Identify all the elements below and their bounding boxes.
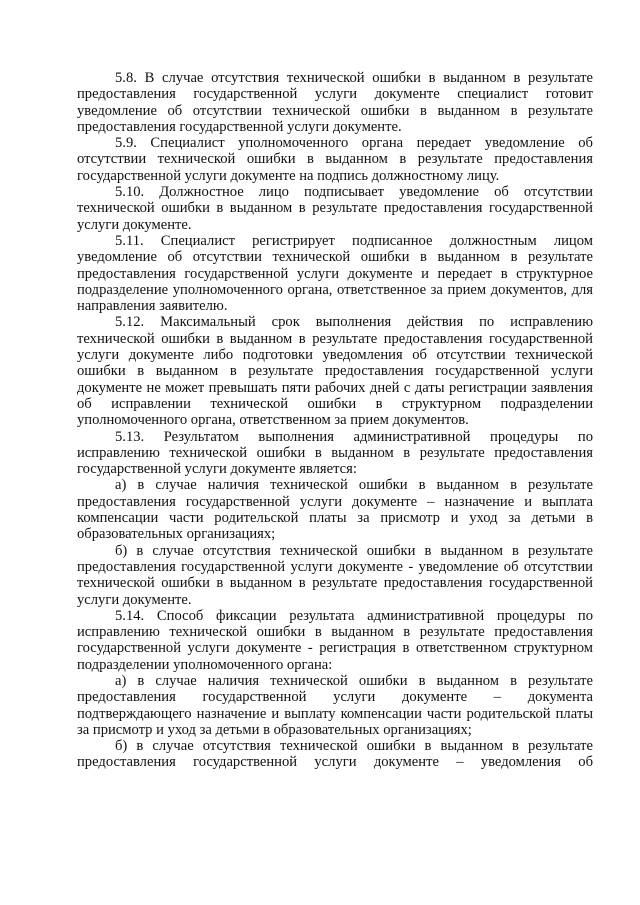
paragraph-5-9: 5.9. Специалист уполномоченного органа передает уведомление об отсутствии технической ошибки в выданном в результате предоставления государственной услуги документе на подпись должностному лицу.: [77, 135, 593, 184]
paragraph-5-14-a: а) в случае наличия технической ошибки в выданном в результате предоставления государственной услуги документе – документа подтверждающего назначение и выплату компенсации части родительской платы за присмотр и уход за детьми в образовательных организациях;: [77, 672, 593, 738]
paragraph-5-13: 5.13. Результатом выполнения административной процедуры по исправлению технической ошибки в выданном в результате предоставления государственной услуги документе является:: [77, 428, 593, 478]
paragraph-5-14-b: б) в случае отсутствия технической ошибки в выданном в результате предоставления государственной услуги документе – уведомления об: [77, 738, 593, 771]
paragraph-5-13-a: а) в случае наличия технической ошибки в выданном в результате предоставления государственной услуги документе – назначение и выплата компенсации части родительской платы за присмотр и уход за детьми в образовательных организациях;: [77, 477, 593, 543]
paragraph-5-11: 5.11. Специалист регистрирует подписанное должностным лицом уведомление об отсутствии технической ошибки в выданном в результате предоставления государственной услуги документе и передает в структурное подразделение уполномоченного органа, ответственное за прием документов, для направления заявителю.: [77, 232, 593, 315]
paragraph-5-13-b: б) в случае отсутствия технической ошибки в выданном в результате предоставления государственной услуги документе - уведомление об отсутствии технической ошибки в выданном в результате предоставления государственной услуги документе.: [77, 542, 593, 608]
paragraph-5-8: 5.8. В случае отсутствия технической ошибки в выданном в результате предоставления государственной услуги документе специалист готовит уведомление об отсутствии технической ошибки в выданном в результате предоставления государственной услуги документе.: [77, 70, 593, 135]
paragraph-5-10: 5.10. Должностное лицо подписывает уведомление об отсутствии технической ошибки в выданном в результате предоставления государственной услуги документе.: [77, 184, 593, 233]
document-page: [77, 70, 593, 771]
paragraph-5-12: 5.12. Максимальный срок выполнения действия по исправлению технической ошибки в выданном в результате предоставления государственной услуги документе либо подготовки уведомления об отсутствии технической ошибки в выданном в результате предоставления государственной услуги документе не может превышать пяти рабочих дней с даты регистрации заявления об исправлении технической ошибки в структурном подразделении уполномоченного органа, ответственном за прием документов.: [77, 314, 593, 429]
paragraph-5-14: 5.14. Способ фиксации результата административной процедуры по исправлению технической ошибки в выданном в результате предоставления государственной услуги документе - регистрация в ответственном структурном подразделении уполномоченного органа:: [77, 607, 593, 673]
